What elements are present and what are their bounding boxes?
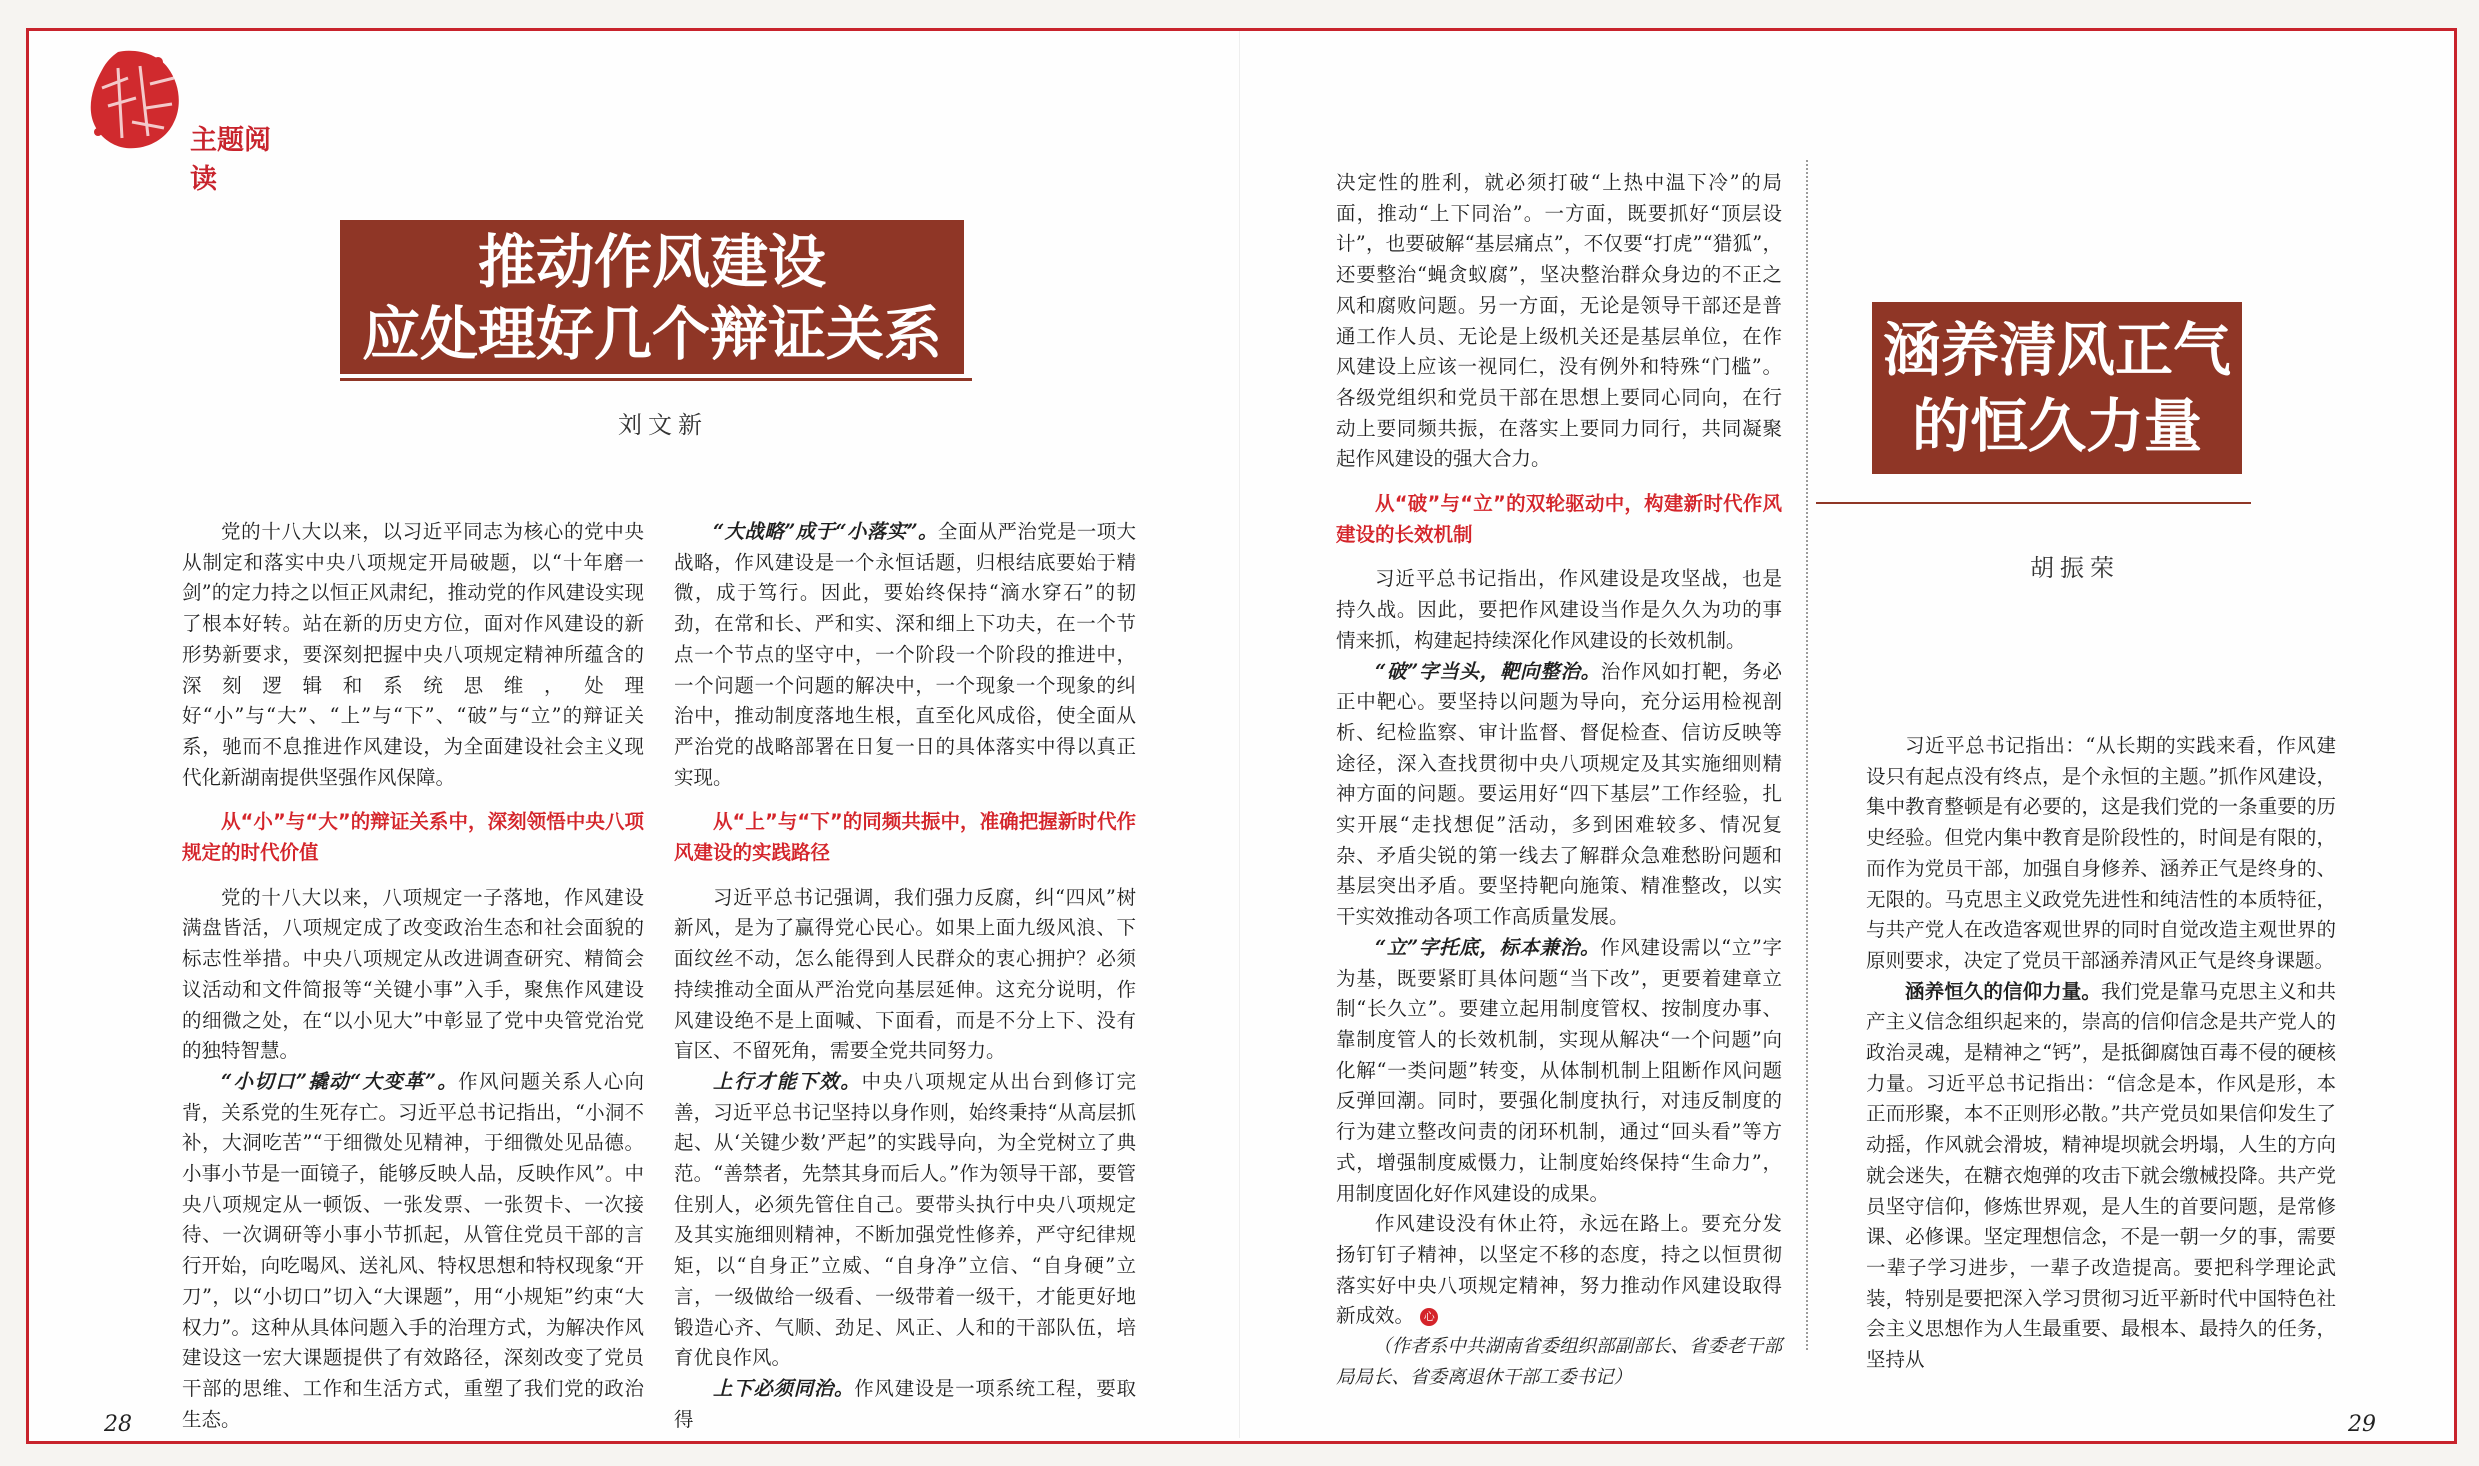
right-article-title <box>1872 302 2242 474</box>
paragraph <box>1336 657 1782 933</box>
paragraph <box>1336 1209 1782 1332</box>
author-note: （作者系中共湖南省委组织部副部长、省委老干部局局长、省委离退休干部工委书记） <box>1336 1336 1782 1388</box>
paragraph <box>182 1067 644 1435</box>
title-underline <box>340 378 972 381</box>
paragraph: 习近平总书记指出，作风建设是攻坚战，也是持久战。因此，要把作风建设当作是久久为功的事情来抓，构建起持续深化作风建设的长效机制。 <box>1336 567 1782 652</box>
paragraph-text: 中央八项规定从出台到修订完善，习近平总书记坚持以身作则，始终秉持“从高层抓起、从‘关键少数’严起”的实践导向，为全党树立了典范。“善禁者，先禁其身而后人。”作为领导干部，要管住别人，必须先管住自己。要带头执行中央八项规定及其实施细则精神，不断加强党性修养，严守纪律规矩，以“自身正”立威、“自身净”立信、“自身硬”立言，一级做给一级看、一级带着一级干，才能更好地锻造心齐、气顺、劲足、风正、人和的干部队伍，培育优良作风。 <box>674 1069 1136 1370</box>
right-page-column-1 <box>1336 168 1782 1393</box>
right-page-column-2 <box>1866 731 2336 1376</box>
page-spine <box>1239 31 1240 1438</box>
page-number-left: 28 <box>104 1412 132 1437</box>
left-column-1 <box>182 517 644 1435</box>
paragraph-text: 全面从严治党是一项大战略，作风建设是一个永恒话题，归根结底要始于精微，成于笃行。因此，要始终保持“滴水穿石”的韧劲，在常和长、严和实、深和细上下功夫，在一个节点一个节点的坚守中，一个阶段一个阶段的推进中，一个问题一个问题的解决中，一个现象一个现象的纠治中，推动制度落地生根，直至化风成俗，使全面从严治党的战略部署在日复一日的具体落实中得以真正实现。 <box>674 520 1136 789</box>
paragraph: 习近平总书记指出：“从长期的实践来看，作风建设只有起点没有终点，是个永恒的主题。”抓作风建设，集中教育整顿是有必要的，这是我们党的一条重要的历史经验。但党内集中教育是阶段性的，时间是有限的，而作为党员干部，加强自身修养、涵养正气是终身的、无限的。马克思主义政党先进性和纯洁性的本质特征，与共产党人在改造客观世界的同时自觉改造主观世界的原则要求，决定了党员干部涵养清风正气是终身课题。 <box>1866 734 2336 972</box>
paragraph <box>1866 977 2336 1376</box>
paragraph-keyword: 上下必须同治。 <box>713 1376 855 1400</box>
magazine-logo <box>88 48 288 195</box>
paragraph-keyword: “大战略”成于“小落实”。 <box>713 520 938 543</box>
paragraph-keyword: “小切口”撬动“大变革”。 <box>221 1069 459 1093</box>
right-title-line1: 涵养清风正气 <box>1882 316 2231 384</box>
paragraph <box>674 1374 1136 1435</box>
paragraph <box>674 1067 1136 1374</box>
paragraph-lead: 涵养恒久的信仰力量。 <box>1905 979 2101 1003</box>
paragraph: 习近平总书记强调，我们强力反腐，纠“四风”树新风，是为了赢得党心民心。如果上面九级风浪、下面纹丝不动，怎么能得到人民群众的衷心拥护？必须持续推动全面从严治党向基层延伸。这充分说明，作风建设绝不是上面喊、下面看，而是不分上下、没有盲区、不留死角，需要全党共同努力。 <box>674 885 1136 1063</box>
paragraph-text: 我们党是靠马克思主义和共产主义信念组织起来的，崇高的信仰信念是共产党人的政治灵魂，是精神之“钙”，是抵御腐蚀百毒不侵的硬核力量。习近平总书记指出：“信念是本，作风是形，本正而形聚，本不正则形必散。”共产党员如果信仰发生了动摇，作风就会滑坡，精神堤坝就会坍塌，人生的方向就会迷失，在糖衣炮弹的攻击下就会缴械投降。共产党员坚守信仰，修炼世界观，是人生的首要问题，是常修课、必修课。坚定理想信念，不是一朝一夕的事，需要一辈子学习进步，一辈子改造提高。要把科学理论武装，特别是要把深入学习贯彻习近平新时代中国特色社会主义思想作为人生最重要、最根本、最持久的任务，坚持从 <box>1866 979 2336 1372</box>
paragraph-text: 作风建设没有休止符，永远在路上。要充分发扬钉钉子精神，以坚定不移的态度，持之以恒贯彻落实好中央八项规定精神，努力推动作风建设取得新成效。 <box>1336 1212 1782 1328</box>
paragraph-keyword: 上行才能下效。 <box>713 1069 862 1093</box>
section-label: 主题阅读 <box>190 125 271 195</box>
left-article-title <box>340 220 964 374</box>
paragraph-text: 作风建设是一项系统工程，要取得 <box>674 1376 1136 1431</box>
title-underline <box>1816 502 2251 504</box>
paragraph-keyword: “立”字托底，标本兼治。 <box>1375 935 1601 959</box>
paragraph-text: 作风问题关系人心向背，关系党的生死存亡。习近平总书记指出，“小洞不补，大洞吃苦”“于细微处见精神，于细微处见品德。小事小节是一面镜子，能够反映人品，反映作风”。中央八项规定从一顿饭、一张发票、一张贺卡、一次接待、一次调研等小事小节抓起，从管住党员干部的言行开始，向吃喝风、送礼风、特权思想和特权现象“开刀”，以“小切口”切入“大课题”，用“小规矩”约束“大权力”。这种从具体问题入手的治理方式，为解决作风建设这一宏大课题提供了有效路径，深刻改变了党员干部的思维、工作和生活方式，重塑了我们党的政治生态。 <box>182 1069 644 1431</box>
right-author: 胡振荣 <box>2030 554 2120 582</box>
page-number-right: 29 <box>2348 1412 2376 1437</box>
left-title-line1: 推动作风建设 <box>477 228 826 296</box>
right-title-line2: 的恒久力量 <box>1911 392 2202 460</box>
paragraph: 党的十八大以来，以习近平同志为核心的党中央从制定和落实中央八项规定开局破题，以“十年磨一剑”的定力持之以恒正风肃纪，推动党的作风建设实现了根本好转。站在新的历史方位，面对作风建设的新形势新要求，要深刻把握中央八项规定精神所蕴含的深刻逻辑和系统思维，处理好“小”与“大”、“上”与“下”、“破”与“立”的辩证关系，驰而不息推进作风建设，为全面建设社会主义现代化新湖南提供坚强作风保障。 <box>182 520 644 789</box>
subheading: 从“上”与“下”的同频共振中，准确把握新时代作风建设的实践路径 <box>674 810 1136 865</box>
paragraph-keyword: “破”字当头，靶向整治。 <box>1375 659 1601 683</box>
column-divider <box>1806 160 1808 1350</box>
paragraph <box>1336 933 1782 1209</box>
paragraph-text: 作风建设需以“立”字为基，既要紧盯具体问题“当下改”，更要着建章立制“长久立”。要建立起用制度管权、按制度办事、靠制度管人的长效机制，实现从解决“一个问题”向化解“一类问题”转变，从体制机制上阻断作风问题反弹回潮。同时，要强化制度执行，对违反制度的行为建立整改问责的闭环机制，通过“回头看”等方式，增强制度威慑力，让制度始终保持“生命力”，用制度固化好作风建设的成果。 <box>1336 935 1782 1205</box>
end-mark-icon: 心 <box>1420 1308 1438 1326</box>
subheading: 从“破”与“立”的双轮驱动中，构建新时代作风建设的长效机制 <box>1336 492 1782 546</box>
calligraphy-logo-icon <box>88 48 184 152</box>
paragraph-text: 治作风如打靶，务必正中靶心。要坚持以问题为导向，充分运用检视剖析、纪检监察、审计监督、督促检查、信访反映等途径，深入查找贯彻中央八项规定及其实施细则精神方面的问题。要运用好“四下基层”工作经验，扎实开展“走找想促”活动，多到困难较多、情况复杂、矛盾尖锐的第一线去了解群众急难愁盼问题和基层突出矛盾。要坚持靶向施策、精准整改，以实干实效推动各项工作高质量发展。 <box>1336 659 1782 929</box>
paragraph <box>674 517 1136 793</box>
subheading: 从“小”与“大”的辩证关系中，深刻领悟中央八项规定的时代价值 <box>182 810 644 865</box>
left-author: 刘文新 <box>618 411 708 439</box>
left-column-2 <box>674 517 1136 1435</box>
paragraph: 决定性的胜利，就必须打破“上热中温下冷”的局面，推动“上下同治”。一方面，既要抓好“顶层设计”，也要破解“基层痛点”，不仅要“打虎”“猎狐”，还要整治“蝇贪蚁腐”，坚决整治群众身边的不正之风和腐败问题。另一方面，无论是领导干部还是普通工作人员、无论是上级机关还是基层单位，在作风建设上应该一视同仁，没有例外和特殊“门槛”。各级党组织和党员干部在思想上要同心同向，在行动上要同频共振，在落实上要同力同行，共同凝聚起作风建设的强大合力。 <box>1336 171 1782 471</box>
paragraph: 党的十八大以来，八项规定一子落地，作风建设满盘皆活，八项规定成了改变政治生态和社会面貌的标志性举措。中央八项规定从改进调查研究、精简会议活动和文件简报等“关键小事”入手，聚焦作风建设的细微之处，在“以小见大”中彰显了党中央管党治党的独特智慧。 <box>182 885 644 1063</box>
left-title-line2: 应处理好几个辩证关系 <box>361 300 942 368</box>
